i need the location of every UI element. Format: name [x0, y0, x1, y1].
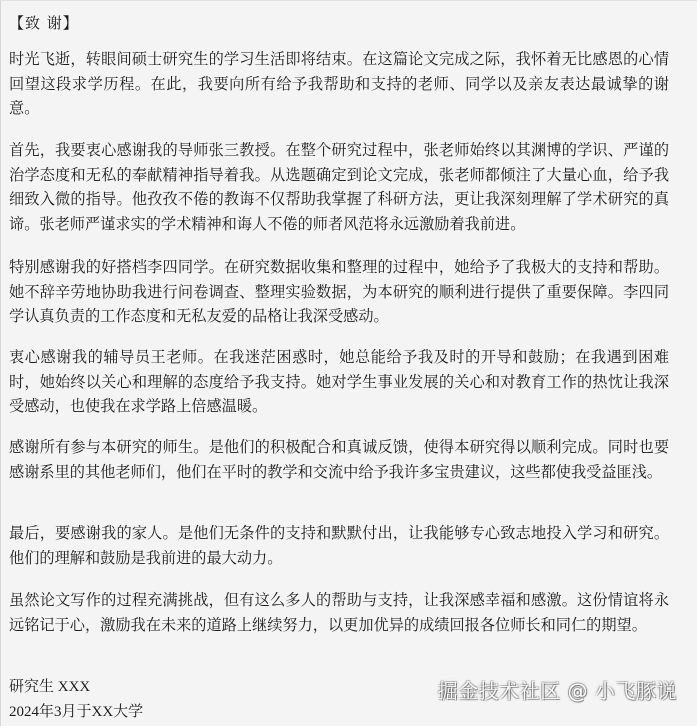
- paragraph-counselor: 衷心感谢我的辅导员王老师。在我迷茫困惑时，她总能给予我及时的开导和鼓励；在我遇到困难时，她始终以关心和理解的态度给予我支持。她对学生事业发展的关心和对教育工作的热忱让我深受感动，也使我在求学路上倍感温暖。: [9, 348, 669, 415]
- acknowledgement-heading: 【致 谢】: [9, 14, 79, 32]
- paragraph-family: 最后，要感谢我的家人。是他们无条件的支持和默默付出，让我能够专心致志地投入学习和研究。他们的理解和鼓励是我前进的最大动力。: [9, 524, 669, 567]
- signature-date: 2024年3月于XX大学: [9, 704, 144, 720]
- watermark-text: 掘金技术社区 @ 小飞豚说: [437, 679, 677, 703]
- paragraph-participants: 感谢所有参与本研究的师生。是他们的积极配合和真诚反馈，使得本研究得以顺利完成。同时也要感谢系里的其他老师们，他们在平时的教学和交流中给予我许多宝贵建议，这些都使我受益匪浅。: [9, 438, 669, 481]
- paragraph-closing: 虽然论文写作的过程充满挑战，但有这么多人的帮助与支持，让我深感幸福和感激。这份情谊将永远铭记于心，激励我在未来的道路上继续努力，以更加优异的成绩回报各位师长和同仁的期望。: [9, 591, 669, 634]
- signature-name: 研究生 XXX: [9, 679, 91, 695]
- paragraph-advisor: 首先，我要衷心感谢我的导师张三教授。在整个研究过程中，张老师始终以其渊博的学识、严谨的治学态度和无私的奉献精神指导着我。从选题确定到论文完成，张老师都倾注了大量心血，给予我细致入微的指导。他孜孜不倦的教诲不仅帮助我掌握了科研方法，更让我深刻理解了学术研究的真谛。张老师严谨求实的学术精神和诲人不倦的师者风范将永远激励着我前进。: [9, 141, 669, 233]
- paragraph-classmate: 特别感谢我的好搭档李四同学。在研究数据收集和整理的过程中，她给予了我极大的支持和帮助。她不辞辛劳地协助我进行问卷调查、整理实验数据，为本研究的顺利进行提供了重要保障。李四同学认真负责的工作态度和无私友爱的品格让我深受感动。: [9, 258, 669, 325]
- paragraph-intro: 时光飞逝，转眼间硕士研究生的学习生活即将结束。在这篇论文完成之际，我怀着无比感恩的心情回望这段求学历程。在此，我要向所有给予我帮助和支持的老师、同学以及亲友表达最诚挚的谢意。: [9, 50, 669, 117]
